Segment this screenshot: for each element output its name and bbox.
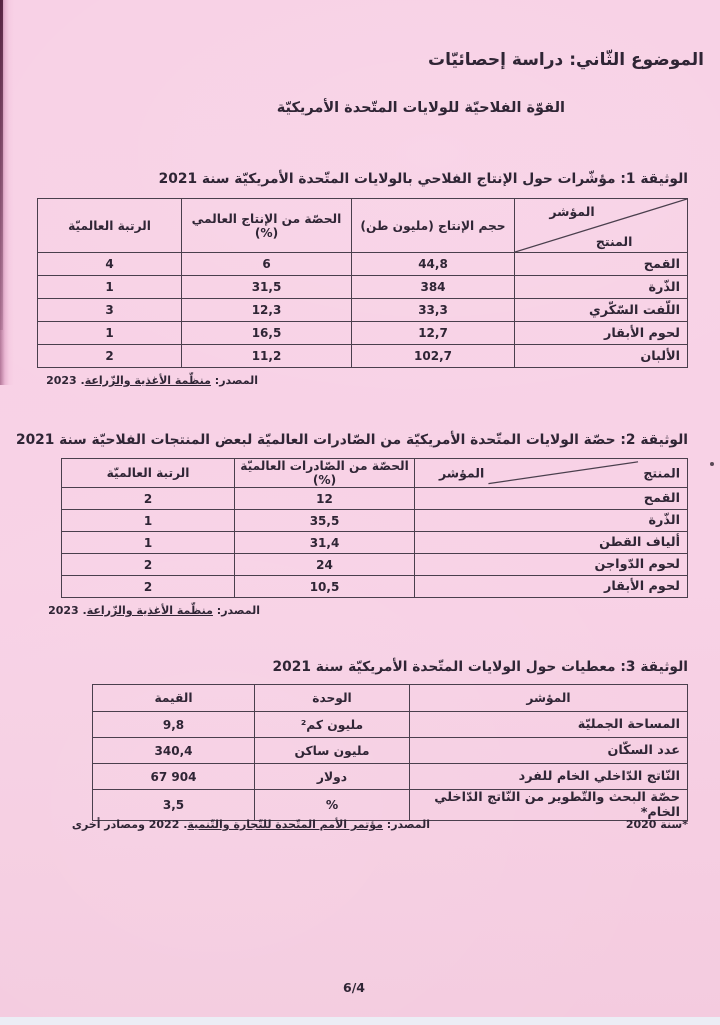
cell-product: لحوم الدّواجن [415,554,688,576]
cell-share: 10,5 [235,576,415,598]
doc3-source [72,818,430,831]
cell-volume: 102,7 [352,345,515,368]
doc3-footnote: *سنة 2020 [625,818,688,831]
cell-product: ألياف القطن [415,532,688,554]
cell-rank: 1 [38,322,182,345]
doc1-header-row [38,199,688,253]
cell-rank: 3 [38,299,182,322]
doc1-title: الوثيقة 1: مؤشّرات حول الإنتاج الفلاحي بالولايات المتّحدة الأمريكيّة سنة 2021 [158,171,688,187]
column-header-share: الحصّة من الإنتاج العالمي (%) [182,199,352,253]
cell-volume: 33,3 [352,299,515,322]
table-row [62,576,688,598]
table-row [62,554,688,576]
table-row [38,322,688,345]
column-header-rank: الرتبة العالميّة [62,459,235,488]
source-year: . 2023 [46,374,85,387]
cell-product: اللّفت السّكّري [515,299,688,322]
doc2-header-row [62,459,688,488]
page-number: 6/4 [343,980,365,995]
corner-label-product: المنتج [643,465,680,481]
cell-rank: 1 [62,532,235,554]
source-year: . 2023 [48,604,87,617]
cell-rank: 1 [62,510,235,532]
table-row [62,488,688,510]
doc1-source [46,374,258,387]
cell-share: 35,5 [235,510,415,532]
cell-share: 6 [182,253,352,276]
column-header-unit: الوحدة [255,685,410,712]
table-row [38,345,688,368]
cell-product: الذّرة [515,276,688,299]
cell-unit: دولار [255,764,410,790]
table-row [62,532,688,554]
cell-product: لحوم الأبقار [515,322,688,345]
cell-unit: مليون كم² [255,712,410,738]
cell-value: 3,5 [93,790,255,821]
cell-product: القمح [415,488,688,510]
column-header-share: الحصّة من الصّادرات العالميّة (%) [235,459,415,488]
table-row [93,712,688,738]
scan-bottom-strip [0,1017,720,1025]
table-row [93,790,688,821]
doc2-title: الوثيقة 2: حصّة الولايات المتّحدة الأمريكيّة من الصّادرات العالميّة لبعض المنتجات الفلاحيّة سنة 2021 [15,432,688,448]
column-header-volume: حجم الإنتاج (مليون طن) [352,199,515,253]
table-row [38,253,688,276]
corner-label-product: المنتج [595,234,633,249]
cell-share: 31,5 [182,276,352,299]
source-name: مؤتمر الأمم المتّحدة للتّجارة والتّنمية [187,818,383,831]
cell-rank: 4 [38,253,182,276]
page-subtitle: القوّة الفلاحيّة للولايات المتّحدة الأمريكيّة [276,100,565,116]
cell-rank: 2 [62,554,235,576]
doc2-corner-cell [415,459,688,488]
cell-share: 12 [235,488,415,510]
cell-product: لحوم الأبقار [415,576,688,598]
cell-indicator: عدد السكّان [410,738,688,764]
cell-volume: 384 [352,276,515,299]
source-label: المصدر: [214,374,258,387]
cell-rank: 2 [62,576,235,598]
cell-indicator: المساحة الجمليّة [410,712,688,738]
source-label: المصدر: [216,604,260,617]
source-name: منظّمة الأغذية والزّراعة [86,604,213,617]
cell-unit: مليون ساكن [255,738,410,764]
cell-volume: 12,7 [352,322,515,345]
corner-label-indicator: المؤشر [549,204,595,219]
doc2-source [48,604,260,617]
cell-rank: 2 [38,345,182,368]
table-row [93,738,688,764]
cell-value: 67 904 [93,764,255,790]
cell-unit: % [255,790,410,821]
doc1-corner-cell [515,199,688,253]
corner-label-indicator: المؤشر [439,465,485,481]
cell-volume: 44,8 [352,253,515,276]
cell-product: القمح [515,253,688,276]
table-row [62,510,688,532]
column-header-rank: الرتبة العالميّة [38,199,182,253]
cell-share: 16,5 [182,322,352,345]
table-row [38,276,688,299]
cell-indicator: حصّة البحث والتّطوير من النّاتج الدّاخلي الخام* [410,790,688,821]
cell-value: 9,8 [93,712,255,738]
table-row [38,299,688,322]
scan-dot [710,462,714,466]
doc1-table [37,198,688,368]
cell-rank: 2 [62,488,235,510]
cell-share: 11,2 [182,345,352,368]
cell-indicator: النّاتج الدّاخلي الخام للفرد [410,764,688,790]
doc2-table [61,458,688,598]
cell-share: 31,4 [235,532,415,554]
column-header-indicator: المؤشر [410,685,688,712]
cell-product: الألبان [515,345,688,368]
page-title: الموضوع الثّاني: دراسة إحصائيّات [427,50,704,70]
scan-left-edge-line [0,0,3,330]
column-header-value: القيمة [93,685,255,712]
cell-product: الذّرة [415,510,688,532]
cell-rank: 1 [38,276,182,299]
cell-share: 12,3 [182,299,352,322]
cell-share: 24 [235,554,415,576]
cell-value: 340,4 [93,738,255,764]
doc3-title: الوثيقة 3: معطيات حول الولايات المتّحدة الأمريكيّة سنة 2021 [272,659,688,675]
doc3-table [92,684,688,821]
table-row [93,764,688,790]
doc3-header-row [93,685,688,712]
source-label: المصدر: [386,818,430,831]
source-year: . 2022 ومصادر أخرى [71,818,188,831]
source-name: منظّمة الأغذية والزّراعة [84,374,211,387]
